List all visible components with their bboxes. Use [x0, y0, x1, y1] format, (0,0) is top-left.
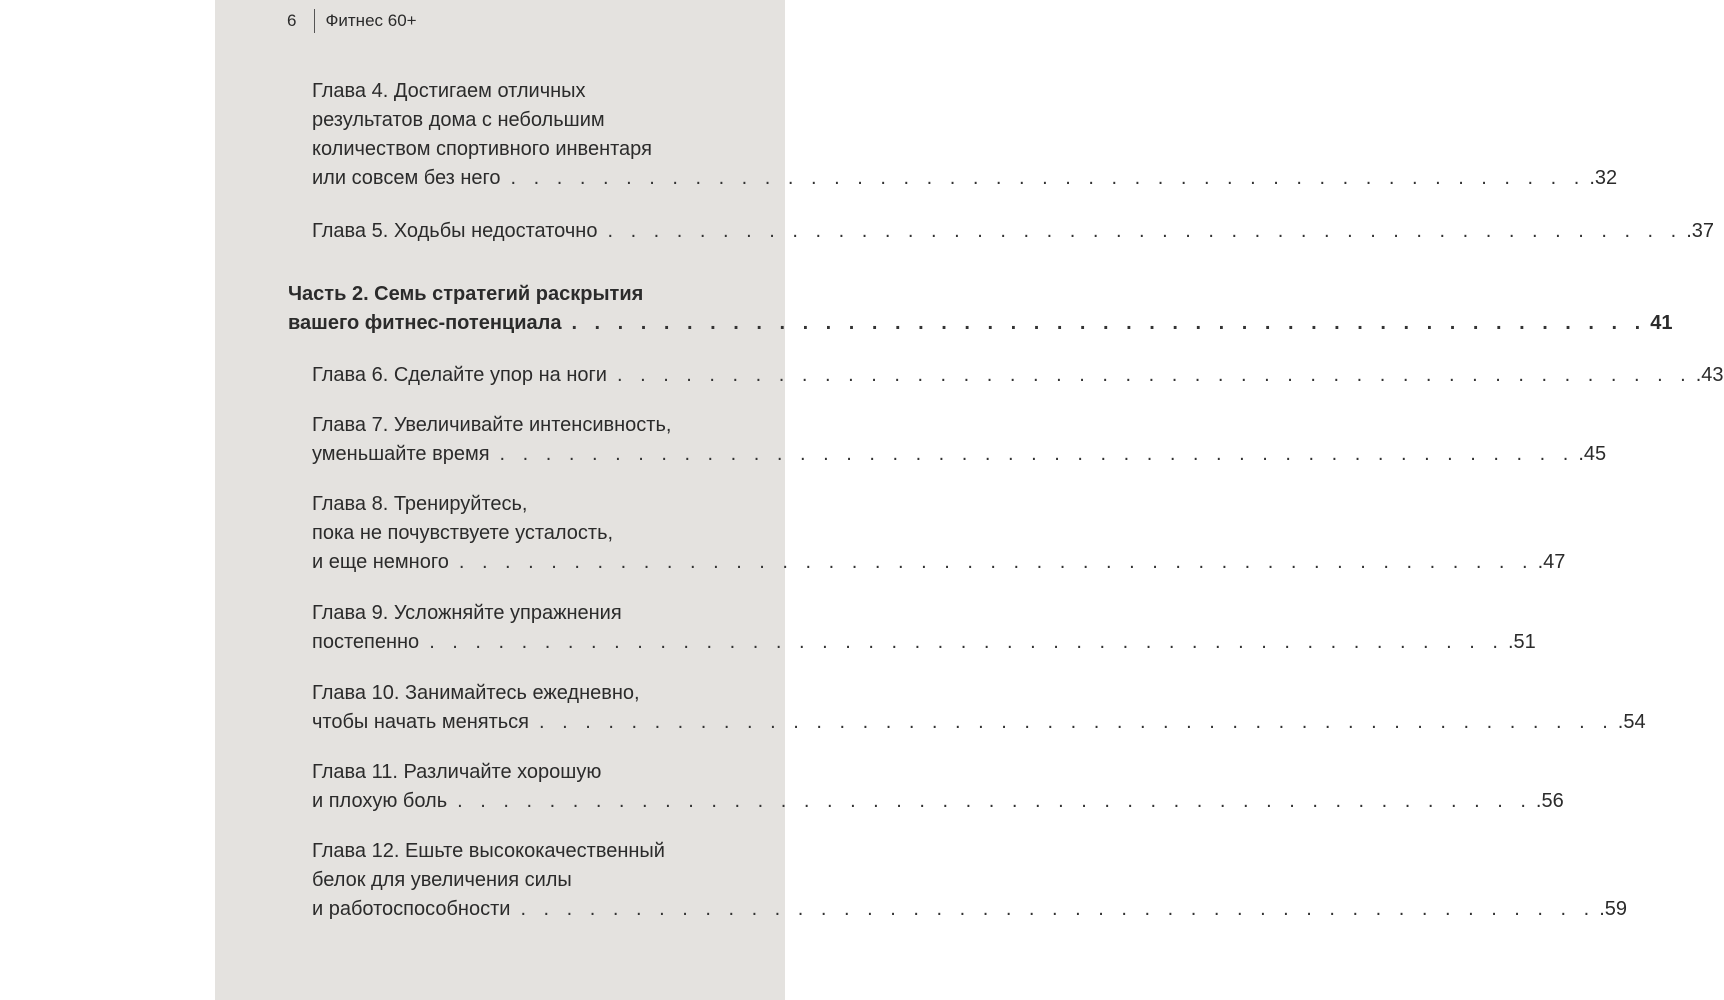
toc-entry-text: уменьшайте время: [312, 443, 490, 465]
leader-dots: . . . . . . . . . . . . . . . . . . . . . . . . . . . . . . . . . . . . . . . . . . . . . . .: [457, 790, 1532, 812]
leader-dots: . . . . . . . . . . . . . . . . . . . . . . . . . . . . . . . . . . . . . . . . . . . . . . .: [616, 364, 1692, 386]
toc-page-number: .47: [1537, 551, 1566, 573]
toc-entry-text: Глава 5. Ходьбы недостаточно: [312, 220, 598, 242]
toc-entry-text: вашего фитнес-потенциала: [288, 312, 562, 334]
toc-page-number: .59: [1599, 898, 1628, 920]
toc-entry-text: Глава 7. Увеличивайте интенсивность,: [312, 414, 672, 436]
book-title: Фитнес 60+: [325, 11, 417, 30]
toc-page-number: .51: [1507, 631, 1536, 653]
book-page: [215, 0, 1724, 1000]
toc-entry-chapter-4: [312, 77, 1618, 193]
toc-entry-text: или совсем без него: [312, 167, 501, 189]
toc-entry-text: Глава 12. Ешьте высококачественный: [312, 840, 665, 862]
toc-entry-chapter-12: [312, 837, 1628, 924]
toc-entry-text: Глава 4. Достигаем отличных: [312, 80, 586, 102]
toc-entry-text: Глава 9. Усложняйте упражнения: [312, 602, 622, 624]
toc-entry-text: Глава 8. Тренируйтесь,: [312, 493, 528, 515]
toc-entry-text: чтобы начать меняться: [312, 711, 529, 733]
toc-entry-chapter-10: [312, 679, 1646, 737]
toc-page-number: .32: [1589, 167, 1618, 189]
page-number: 6: [287, 11, 297, 30]
toc-entry-chapter-8: [312, 490, 1566, 577]
toc-entry-chapter-9: [312, 599, 1536, 657]
leader-dots: . . . . . . . . . . . . . . . . . . . . . . . . . . . . . . . . . . . . . . . . . . . . . . .: [510, 167, 1586, 189]
toc-entry-text: белок для увеличения силы: [312, 869, 572, 891]
toc-entry-text: и работоспособности: [312, 898, 511, 920]
leader-dots: . . . . . . . . . . . . . . . . . . . . . . . . . . . . . . . . . . . . . . . . . . . . . . .: [429, 631, 1504, 653]
toc-entry-chapter-6: [312, 361, 1724, 390]
leader-dots: . . . . . . . . . . . . . . . . . . . . . . . . . . . . . . . . . . . . . . . . . . . . . . .: [607, 220, 1683, 242]
leader-dots: . . . . . . . . . . . . . . . . . . . . . . . . . . . . . . . . . . . . . . . . . . . . . . .: [520, 898, 1596, 920]
toc-entry-chapter-11: [312, 758, 1564, 816]
toc-page-number: .37: [1686, 220, 1715, 242]
toc-entry-text: Глава 10. Занимайтесь ежедневно,: [312, 682, 640, 704]
toc-page-number: 41: [1650, 312, 1673, 334]
leader-dots: . . . . . . . . . . . . . . . . . . . . . . . . . . . . . . . . . . . . . . . . . . . . . . .: [458, 551, 1534, 573]
toc-entry-text: пока не почувствуете усталость,: [312, 522, 614, 544]
toc-entry-text: Часть 2. Семь стратегий раскрытия: [288, 283, 644, 305]
leader-dots: . . . . . . . . . . . . . . . . . . . . . . . . . . . . . . . . . . . . . . . . . . . . . . .: [499, 443, 1575, 465]
toc-page-number: .56: [1535, 790, 1564, 812]
leader-dots: . . . . . . . . . . . . . . . . . . . . . . . . . . . . . . . . . . . . . . . . . . . . . . .: [539, 711, 1614, 733]
toc-entry-text: Глава 11. Различайте хорошую: [312, 761, 602, 783]
toc-entry-text: и еще немного: [312, 551, 449, 573]
toc-entry-part-2: [288, 280, 1673, 338]
leader-dots: . . . . . . . . . . . . . . . . . . . . . . . . . . . . . . . . . . . . . . . . . . . . . . .: [571, 312, 1647, 334]
toc-entry-chapter-7: [312, 411, 1607, 469]
toc-entry-text: постепенно: [312, 631, 420, 653]
toc-entry-text: и плохую боль: [312, 790, 448, 812]
toc-entry-text: результатов дома с небольшим: [312, 109, 605, 131]
toc-entry-text: Глава 6. Сделайте упор на ноги: [312, 364, 607, 386]
header-divider: [314, 9, 315, 33]
toc-page-number: .45: [1578, 443, 1607, 465]
toc-page-number: .54: [1617, 711, 1646, 733]
toc-entry-chapter-5: [312, 217, 1715, 246]
toc-entry-text: количеством спортивного инвентаря: [312, 138, 652, 160]
page-header: [287, 8, 417, 34]
toc-page-number: .43: [1695, 364, 1724, 386]
